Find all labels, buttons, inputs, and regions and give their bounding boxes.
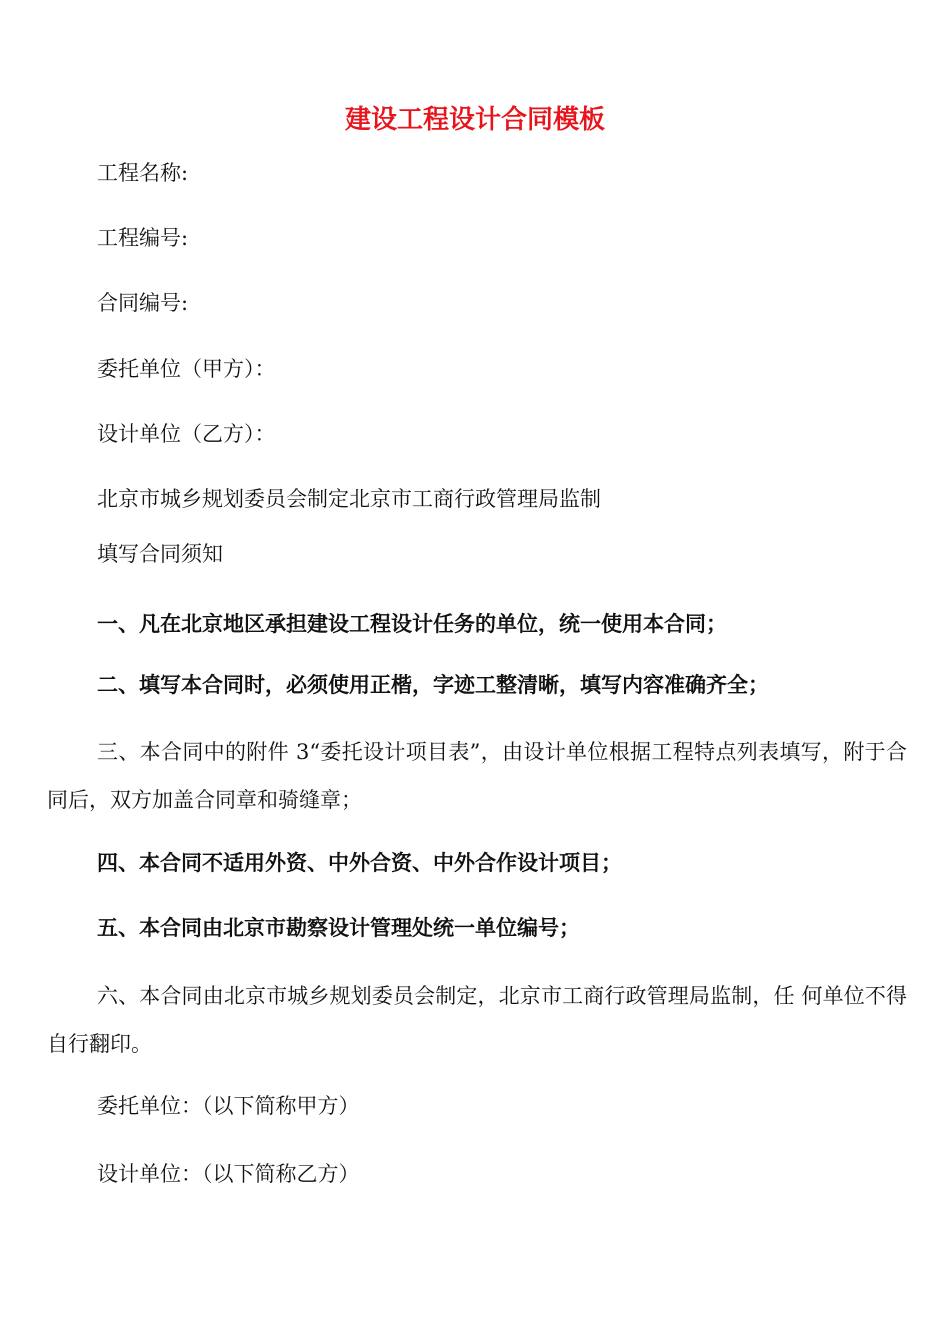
project-number-field: 工程编号: [97, 226, 189, 250]
issuer-line: 北京市城乡规划委员会制定北京市工商行政管理局监制 [97, 487, 601, 511]
notice-item-6: 六、本合同由北京市城乡规划委员会制定，北京市工商行政管理局监制，任 何单位不得自行翻印。 [47, 984, 907, 1056]
notice-item-3: 三、本合同中的附件 3“委托设计项目表”，由设计单位根据工程特点列表填写，附于合同后，双方加盖合同章和骑缝章； [47, 740, 907, 812]
designer-party-b-field: 设计单位（乙方）： [97, 422, 276, 446]
notice-heading: 填写合同须知 [97, 542, 223, 566]
notice-item-5: 五、本合同由北京市勘察设计管理处统一单位编号； [97, 916, 580, 940]
contract-number-field: 合同编号: [97, 291, 189, 315]
notice-item-4: 四、本合同不适用外资、中外合资、中外合作设计项目； [97, 851, 622, 875]
notice-item-2: 二、填写本合同时，必须使用正楷，字迹工整清晰，填写内容准确齐全； [97, 673, 769, 697]
document-title: 建设工程设计合同模板 [344, 105, 605, 135]
project-name-field: 工程名称: [97, 161, 189, 185]
closing-designer-line: 设计单位：（以下简称乙方） [97, 1162, 360, 1186]
closing-client-line: 委托单位：（以下简称甲方） [97, 1094, 360, 1118]
notice-item-1: 一、凡在北京地区承担建设工程设计任务的单位，统一使用本合同； [97, 612, 727, 636]
client-party-a-field: 委托单位（甲方）： [97, 357, 276, 381]
